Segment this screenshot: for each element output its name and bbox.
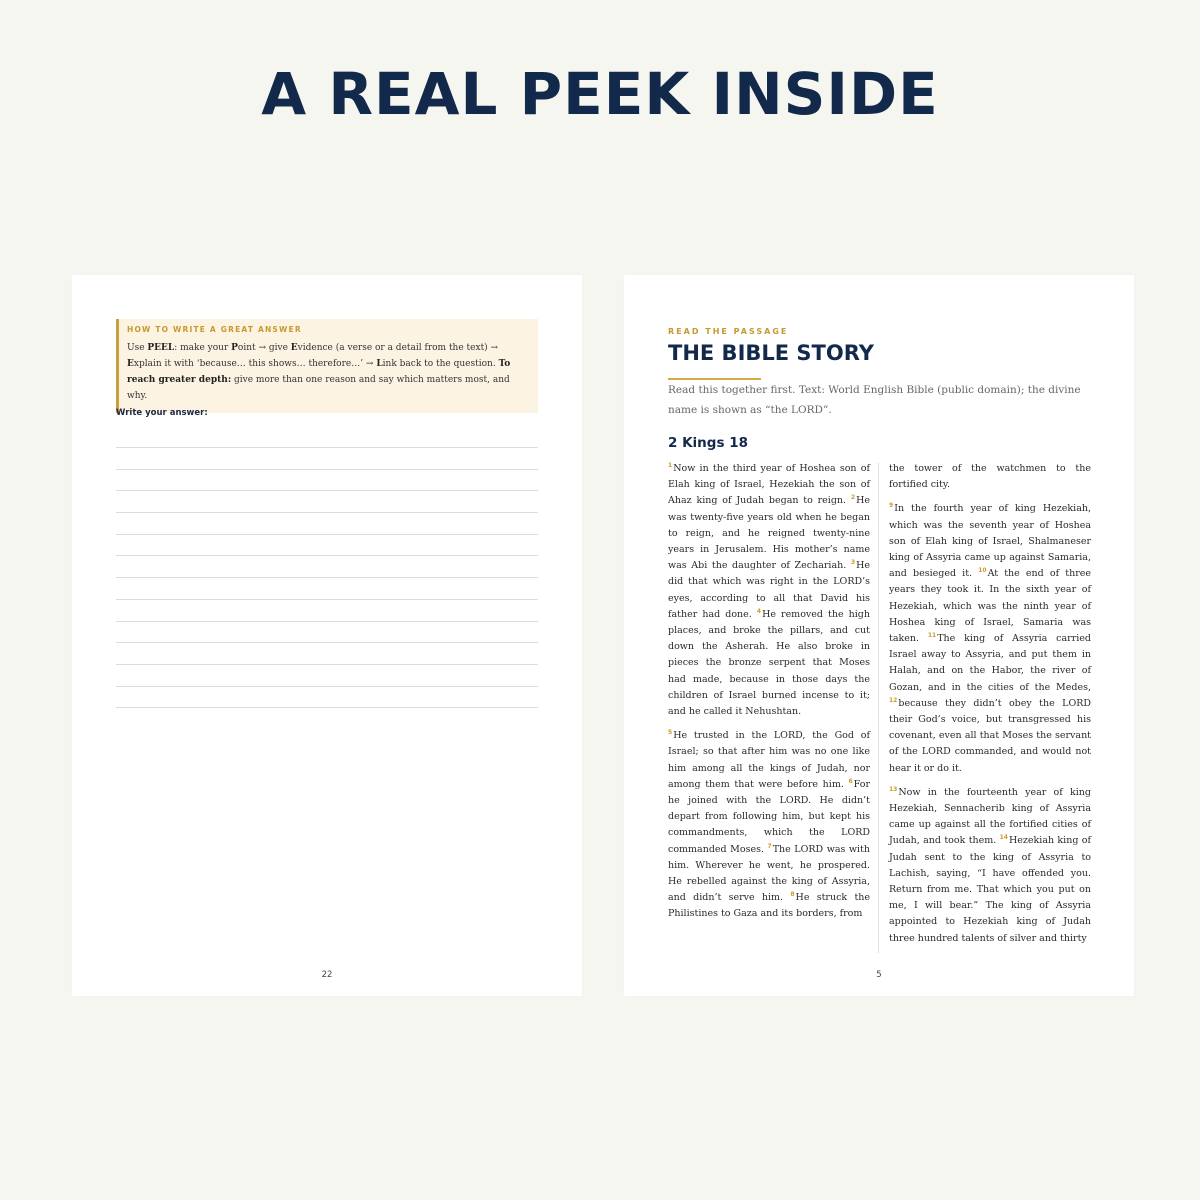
verse-text: In the fourth year of king Hezekiah, which was the seventh year of Hoshea son of Elah king of Israel, Shalmaneser king of Assyria came up against Samaria, and besieged it. [889, 503, 1091, 580]
passage-column-2 [889, 461, 1091, 955]
answer-line[interactable] [116, 665, 538, 687]
verse-text: He did that which was right in the LORD’s eyes, according to all that David his father had done. [668, 560, 870, 620]
headline: A REAL PEEK INSIDE [261, 60, 939, 128]
tip-emphasis: P [231, 343, 238, 353]
column-divider [878, 463, 879, 953]
verse-number: 1 [668, 461, 673, 469]
verse-number: 9 [889, 502, 894, 510]
answer-line[interactable] [116, 513, 538, 535]
tip-emphasis: E [127, 359, 134, 369]
passage-paragraph [668, 728, 870, 922]
verse-text: The LORD was with him. Wherever he went, he prospered. He rebelled against the king of Assyria, and didn’t serve him. [668, 843, 870, 904]
verse-number: 8 [790, 891, 795, 899]
answer-line[interactable] [116, 556, 538, 578]
left-page [72, 275, 582, 996]
answer-line[interactable] [116, 448, 538, 470]
passage-paragraph [889, 785, 1091, 947]
right-page [624, 275, 1134, 996]
verse-text: He trusted in the LORD, the God of Israel; so that after him was no one like him among all the kings of Judah, nor among them that were before him. [668, 730, 870, 790]
verse-number: 6 [848, 777, 853, 785]
verse-text: The king of Assyria carried Israel away to Assyria, and put them in Halah, and on the Habor, the river of Gozan, and in the cities of the Medes, [889, 633, 1091, 693]
verse-number: 5 [668, 729, 673, 737]
passage-paragraph [889, 461, 1091, 493]
tip-body: Use PEEL: make your Point → give Evidence (a verse or a detail from the text) → Explain it with ‘because… this shows… therefore…’ → Link back to the question. To reach greater depth: give more than one reason and say which matters most, and why. [127, 343, 511, 401]
tip-emphasis: L [376, 359, 383, 369]
verse-text: Now in the third year of Hoshea son of Elah king of Israel, Hezekiah the son of Ahaz king of Judah began to reign. [668, 463, 870, 507]
verse-number: 2 [850, 494, 856, 502]
passage-column-1 [668, 461, 870, 931]
tip-title: HOW TO WRITE A GREAT ANSWER [127, 325, 302, 334]
title-underline [668, 378, 761, 380]
answer-line[interactable] [116, 687, 538, 709]
answer-lines[interactable] [116, 447, 538, 708]
verse-text: He was twenty-five years old when he began to reign, and he reigned twenty-nine years in Jerusalem. His mother’s name was Abi the daughter of Zechariah. [668, 495, 870, 572]
tip-emphasis: To reach greater depth: [127, 359, 511, 385]
passage-paragraph [889, 501, 1091, 776]
verse-text: Now in the fourteenth year of king Hezekiah, Sennacherib king of Assyria came up against all the fortified cities of Judah, and took them. [889, 786, 1091, 847]
tip-emphasis: PEEL [147, 343, 175, 353]
answer-line[interactable] [116, 535, 538, 557]
verse-text: He removed the high places, and broke the pillars, and cut down the Asherah. He also broke in pieces the bronze serpent that Moses had made, because in those days the children of Israel burned incense to it; and he called it Nehushtan. [668, 608, 871, 718]
section-kicker: READ THE PASSAGE [668, 327, 789, 336]
answer-line[interactable] [116, 578, 538, 600]
answer-line[interactable] [116, 470, 538, 492]
passage-reference: 2 Kings 18 [668, 435, 748, 451]
verse-text: At the end of three years they took it. In the sixth year of Hezekiah, which was the ninth year of Hoshea king of Israel, Samaria was taken. [889, 568, 1091, 645]
page-number: 22 [321, 970, 333, 980]
verse-number: 13 [889, 785, 898, 793]
verse-number: 12 [889, 696, 898, 704]
verse-number: 3 [850, 559, 856, 567]
verse-number: 10 [978, 567, 987, 575]
answer-line[interactable] [116, 600, 538, 622]
passage-paragraph [668, 461, 870, 720]
answer-line[interactable] [116, 622, 538, 644]
page-title: THE BIBLE STORY [668, 341, 874, 365]
verse-number: 7 [767, 842, 772, 850]
verse-number: 14 [999, 834, 1008, 842]
verse-number: 11 [927, 631, 937, 639]
verse-text: the tower of the watchmen to the fortified city. [889, 463, 1091, 491]
answer-line[interactable] [116, 491, 538, 513]
page-number: 5 [876, 970, 882, 980]
verse-text: Hezekiah king of Judah sent to the king of Assyria to Lachish, saying, “I have offended you. Return from me. That which you put on me, I will bear.” The king of Assyria appointed to Hezekiah king of Judah three hundred talents of silver and thirty [889, 835, 1091, 944]
intro-text: Read this together first. Text: World English Bible (public domain); the divine name is shown as “the LORD”. [668, 384, 1081, 416]
verse-text: because they didn’t obey the LORD their God’s voice, but transgressed his covenant, even all that Moses the servant of the LORD commanded, and would not hear it or do it. [889, 697, 1091, 774]
verse-text: For he joined with the LORD. He didn’t depart from following him, but kept his commandments, which the LORD commanded Moses. [668, 778, 870, 855]
answer-line[interactable] [116, 643, 538, 665]
answer-label: Write your answer: [116, 408, 208, 418]
tip-emphasis: E [290, 343, 298, 353]
tip-box [116, 319, 538, 413]
verse-text: He struck the Philistines to Gaza and its borders, from [668, 892, 871, 920]
verse-number: 4 [756, 607, 762, 615]
